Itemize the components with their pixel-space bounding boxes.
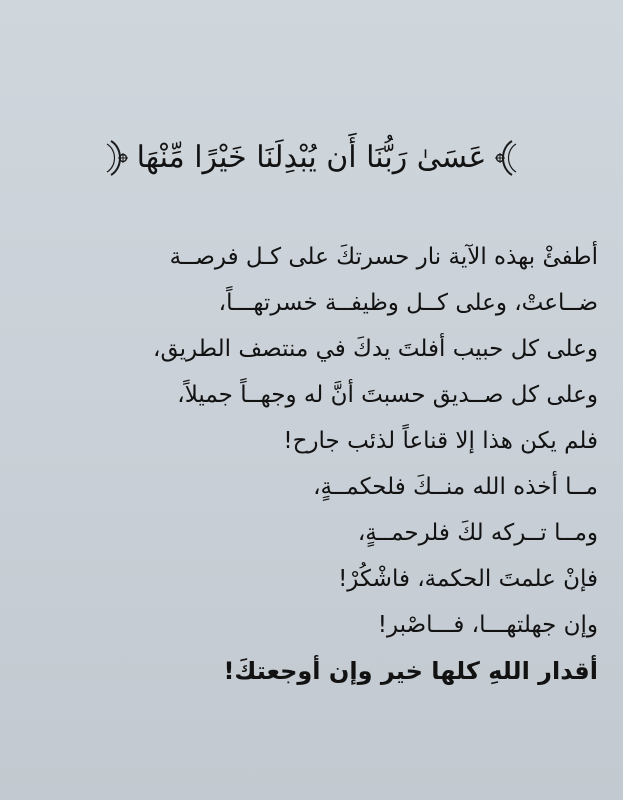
poem-line: فإنْ علمتَ الحكمة، فاشْكُرْ!	[338, 566, 598, 592]
verse-title: عَسَىٰ رَبُّنَا أَن يُبْدِلَنَا خَيْرًا مِّنْهَا	[136, 140, 487, 175]
ornate-bracket-right-icon	[492, 138, 522, 178]
poem-body	[30, 234, 598, 694]
poem-line: وعلى كل صــديق حسبتَ أنَّ له وجهــاً جميلاً،	[177, 382, 598, 408]
poem-closing-line: أقدار اللهِ كلها خير وإن أوجعتكَ!	[223, 657, 598, 685]
poem-line: ومــا تــركه لكَ فلرحمــةٍ،	[357, 520, 598, 546]
poem-line: أطفئْ بهذه الآية نار حسرتكَ على كـل فرصــة	[169, 244, 598, 270]
verse-heading	[0, 138, 623, 178]
poem-line: وعلى كل حبيب أفلتَ يدكَ في منتصف الطريق،	[153, 336, 598, 362]
ornate-bracket-left-icon	[101, 138, 131, 178]
poem-line: فلم يكن هذا إلا قناعاً لذئب جارح!	[283, 428, 598, 454]
poem-line: مــا أخذه الله منــكَ فلحكمــةٍ،	[313, 474, 598, 500]
poem-line: ضــاعتْ، وعلى كــل وظيفــة خسرتهـــاً،	[218, 290, 598, 316]
poem-line: وإن جهلتهـــا، فـــاصْبر!	[377, 612, 598, 638]
